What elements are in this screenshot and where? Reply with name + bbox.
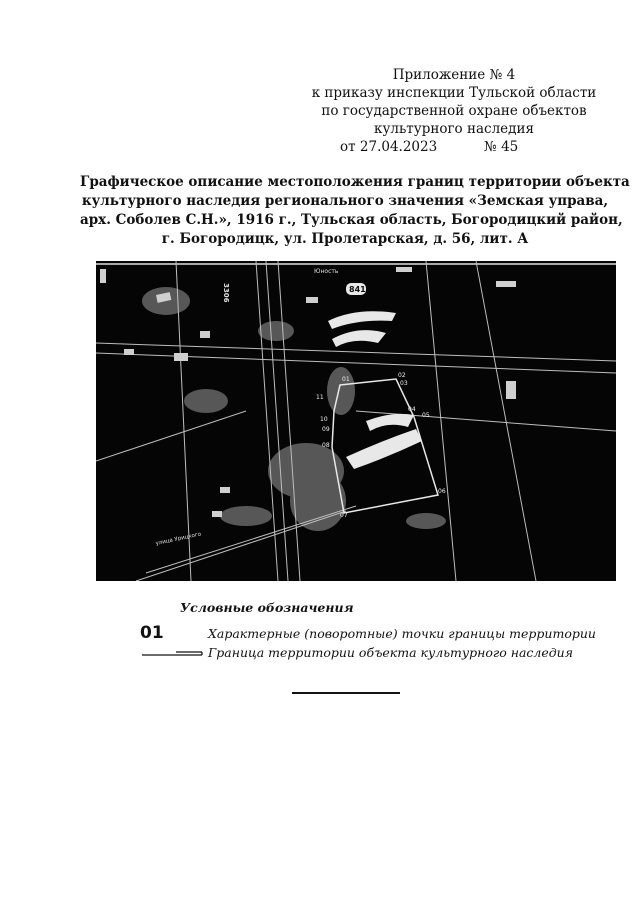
point-label-02: 02 [398, 372, 406, 379]
point-label-08: 08 [322, 442, 330, 449]
point-label-10: 10 [320, 416, 328, 423]
map-street-top-label: Юность [314, 268, 339, 275]
order-date: от 27.04.2023 [340, 139, 438, 155]
map-street-bottom-label: улица Урицкого [155, 531, 202, 547]
legend-title: Условные обозначения [180, 600, 354, 615]
boundary-map [96, 261, 616, 581]
point-label-03: 03 [400, 380, 408, 387]
appendix-label: Приложение № 4 [392, 67, 516, 83]
title-line-1: Графическое описание местоположения границ территории объекта [80, 174, 630, 190]
title-line-4: г. Богородицк, ул. Пролетарская, д. 56, лит. А [161, 231, 529, 247]
point-label-06: 06 [438, 488, 446, 495]
legend-points-label: Характерные (поворотные) точки границы территории [208, 626, 596, 641]
point-label-11: 11 [316, 394, 324, 401]
legend-row-points [140, 623, 600, 646]
header-line-3: культурного наследия [374, 121, 534, 137]
document-title [80, 173, 630, 249]
boundary-line-symbol [140, 647, 206, 659]
legend-row-boundary [140, 645, 600, 665]
map-code-841: 841 [349, 285, 366, 294]
point-label-09: 09 [322, 426, 330, 433]
point-label-01: 01 [342, 376, 350, 383]
map-code-vertical: 3306 [222, 283, 230, 303]
page-divider [292, 692, 400, 694]
legend-boundary-label: Граница территории объекта культурного наследия [208, 645, 574, 660]
order-number: № 45 [484, 139, 519, 155]
point-label-07: 07 [340, 512, 348, 519]
boundary-point-marker: 01 [140, 623, 164, 643]
map-code-841-badge [346, 283, 366, 295]
title-line-2: культурного наследия регионального значения «Земская управа, [81, 193, 609, 209]
map-graphic [96, 261, 616, 581]
point-label-04: 04 [408, 406, 416, 413]
header-line-1: к приказу инспекции Тульской области [311, 85, 597, 101]
header-line-2: по государственной охране объектов [321, 103, 587, 119]
title-line-3: арх. Соболев С.Н.», 1916 г., Тульская область, Богородицкий район, [80, 212, 623, 228]
point-label-05: 05 [422, 412, 430, 419]
